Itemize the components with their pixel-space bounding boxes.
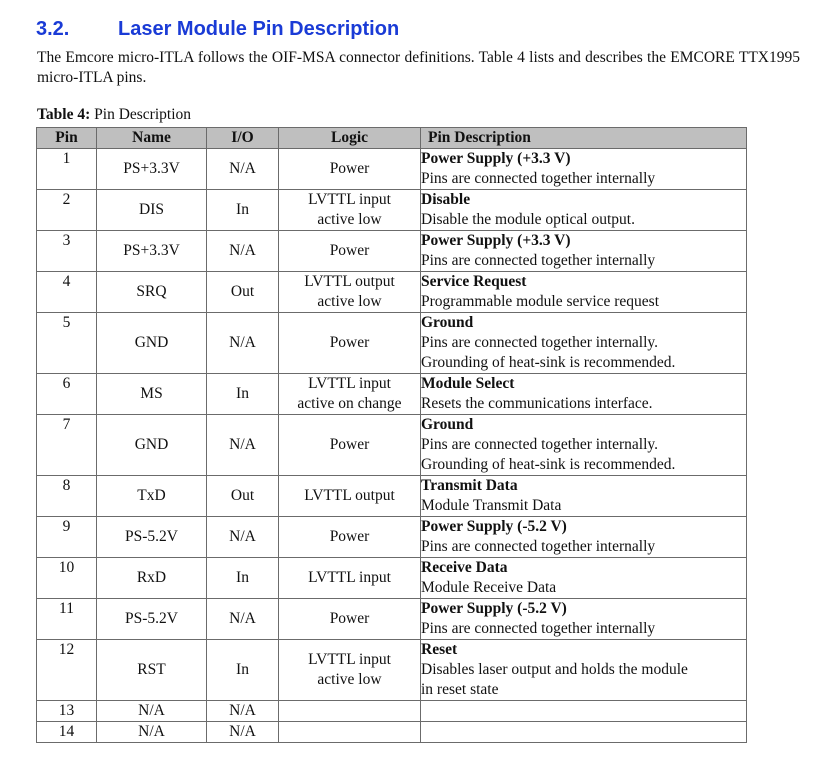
pin-name-cell: PS+3.3V bbox=[97, 231, 207, 272]
pin-description-cell bbox=[421, 374, 747, 415]
pin-description-cell bbox=[421, 190, 747, 231]
pin-description-cell bbox=[421, 701, 747, 722]
pin-logic-cell bbox=[279, 231, 421, 272]
pin-description-title: Module Select bbox=[421, 375, 515, 392]
pin-description-cell bbox=[421, 599, 747, 640]
logic-line: active low bbox=[317, 211, 382, 228]
table-caption-label: Table 4: bbox=[37, 106, 91, 123]
pin-description-line: Pins are connected together internally. bbox=[421, 436, 659, 453]
pin-logic-cell bbox=[279, 517, 421, 558]
pin-number-cell: 14 bbox=[37, 722, 97, 743]
pin-description-line: Programmable module service request bbox=[421, 293, 660, 310]
pin-name-cell: SRQ bbox=[97, 272, 207, 313]
pin-description-title: Reset bbox=[421, 641, 458, 658]
logic-line: LVTTL input bbox=[308, 191, 391, 208]
logic-line: active on change bbox=[297, 395, 402, 412]
pin-name-cell: MS bbox=[97, 374, 207, 415]
pin-name-cell: TxD bbox=[97, 476, 207, 517]
section-heading bbox=[36, 18, 399, 41]
pin-io-cell: Out bbox=[207, 476, 279, 517]
pin-description-line: Module Transmit Data bbox=[421, 497, 562, 514]
pin-name-cell: PS-5.2V bbox=[97, 517, 207, 558]
pin-io-cell: N/A bbox=[207, 722, 279, 743]
pin-description-line: in reset state bbox=[421, 681, 499, 698]
pin-name-cell: RST bbox=[97, 640, 207, 701]
logic-line: LVTTL input bbox=[308, 569, 391, 586]
table-caption bbox=[37, 106, 191, 124]
logic-line: LVTTL input bbox=[308, 375, 391, 392]
logic-line: LVTTL input bbox=[308, 651, 391, 668]
pin-io-cell: N/A bbox=[207, 599, 279, 640]
pin-description-cell bbox=[421, 272, 747, 313]
pin-description-line: Module Receive Data bbox=[421, 579, 557, 596]
pin-description-title: Ground bbox=[421, 416, 474, 433]
pin-description-line: Pins are connected together internally bbox=[421, 252, 656, 269]
header-logic: Logic bbox=[279, 128, 421, 149]
pin-description-title: Ground bbox=[421, 314, 474, 331]
logic-line: LVTTL output bbox=[304, 487, 395, 504]
pin-number-cell: 5 bbox=[37, 313, 97, 374]
pin-description-line: Grounding of heat-sink is recommended. bbox=[421, 456, 676, 473]
logic-line: Power bbox=[329, 242, 370, 259]
pin-description-title: Power Supply (+3.3 V) bbox=[421, 232, 571, 249]
pin-number-cell: 1 bbox=[37, 149, 97, 190]
pin-number-cell: 8 bbox=[37, 476, 97, 517]
table-row-pin-3 bbox=[37, 231, 747, 272]
pin-number-cell: 6 bbox=[37, 374, 97, 415]
header-pin-description: Pin Description bbox=[421, 128, 747, 149]
pin-io-cell: N/A bbox=[207, 517, 279, 558]
pin-description-cell bbox=[421, 558, 747, 599]
pin-logic-cell bbox=[279, 272, 421, 313]
logic-line: LVTTL output bbox=[304, 273, 395, 290]
table-header-row bbox=[37, 128, 747, 149]
pin-logic-cell bbox=[279, 415, 421, 476]
pin-number-cell: 9 bbox=[37, 517, 97, 558]
pin-io-cell: In bbox=[207, 190, 279, 231]
pin-description-line: Disable the module optical output. bbox=[421, 211, 635, 228]
pin-io-cell: In bbox=[207, 374, 279, 415]
pin-description-title: Service Request bbox=[421, 273, 527, 290]
table-row-pin-7 bbox=[37, 415, 747, 476]
pin-name-cell: N/A bbox=[97, 722, 207, 743]
pin-description-cell bbox=[421, 415, 747, 476]
pin-description-title: Transmit Data bbox=[421, 477, 518, 494]
pin-io-cell: In bbox=[207, 558, 279, 599]
pin-io-cell: N/A bbox=[207, 231, 279, 272]
pin-description-title: Disable bbox=[421, 191, 471, 208]
table-row-pin-2 bbox=[37, 190, 747, 231]
pin-description-cell bbox=[421, 722, 747, 743]
table-row-pin-9 bbox=[37, 517, 747, 558]
table-row-pin-12 bbox=[37, 640, 747, 701]
header-pin: Pin bbox=[37, 128, 97, 149]
pin-number-cell: 3 bbox=[37, 231, 97, 272]
table-body bbox=[37, 149, 747, 743]
table-row-pin-11 bbox=[37, 599, 747, 640]
pin-description-table bbox=[36, 127, 747, 743]
pin-io-cell: In bbox=[207, 640, 279, 701]
pin-description-cell bbox=[421, 149, 747, 190]
pin-description-line: Disables laser output and holds the module bbox=[421, 661, 688, 678]
logic-line: Power bbox=[329, 160, 370, 177]
table-row-pin-4 bbox=[37, 272, 747, 313]
pin-description-cell bbox=[421, 640, 747, 701]
header-io: I/O bbox=[207, 128, 279, 149]
pin-logic-cell bbox=[279, 558, 421, 599]
logic-line: active low bbox=[317, 293, 382, 310]
table-row-pin-5 bbox=[37, 313, 747, 374]
table-row-pin-1 bbox=[37, 149, 747, 190]
pin-number-cell: 4 bbox=[37, 272, 97, 313]
pin-logic-cell bbox=[279, 599, 421, 640]
pin-number-cell: 12 bbox=[37, 640, 97, 701]
logic-line: Power bbox=[329, 436, 370, 453]
logic-line: Power bbox=[329, 528, 370, 545]
header-name: Name bbox=[97, 128, 207, 149]
pin-logic-cell bbox=[279, 149, 421, 190]
pin-number-cell: 13 bbox=[37, 701, 97, 722]
pin-name-cell: RxD bbox=[97, 558, 207, 599]
pin-description-line: Pins are connected together internally bbox=[421, 620, 656, 637]
pin-description-title: Power Supply (-5.2 V) bbox=[421, 600, 567, 617]
pin-description-cell bbox=[421, 313, 747, 374]
table-row-pin-8 bbox=[37, 476, 747, 517]
pin-logic-cell bbox=[279, 374, 421, 415]
table-row-pin-14 bbox=[37, 722, 747, 743]
pin-description-title: Receive Data bbox=[421, 559, 508, 576]
logic-line: Power bbox=[329, 334, 370, 351]
pin-logic-cell bbox=[279, 190, 421, 231]
section-title: Laser Module Pin Description bbox=[118, 18, 400, 40]
pin-number-cell: 2 bbox=[37, 190, 97, 231]
table-row-pin-13 bbox=[37, 701, 747, 722]
pin-description-line: Pins are connected together internally bbox=[421, 538, 656, 555]
pin-description-cell bbox=[421, 476, 747, 517]
pin-io-cell: Out bbox=[207, 272, 279, 313]
table-row-pin-6 bbox=[37, 374, 747, 415]
pin-name-cell: GND bbox=[97, 415, 207, 476]
pin-description-cell bbox=[421, 231, 747, 272]
pin-name-cell: PS-5.2V bbox=[97, 599, 207, 640]
table-row-pin-10 bbox=[37, 558, 747, 599]
pin-name-cell: PS+3.3V bbox=[97, 149, 207, 190]
pin-description-line: Resets the communications interface. bbox=[421, 395, 653, 412]
pin-name-cell: GND bbox=[97, 313, 207, 374]
pin-io-cell: N/A bbox=[207, 313, 279, 374]
intro-paragraph: The Emcore micro-ITLA follows the OIF-MSA connector definitions. Table 4 lists and describes the EMCORE TTX1995 micro-ITLA pins. bbox=[37, 49, 800, 86]
logic-line: Power bbox=[329, 610, 370, 627]
pin-io-cell: N/A bbox=[207, 415, 279, 476]
pin-name-cell: N/A bbox=[97, 701, 207, 722]
table-caption-text: Pin Description bbox=[90, 106, 192, 123]
pin-logic-cell bbox=[279, 722, 421, 743]
logic-line: active low bbox=[317, 671, 382, 688]
pin-number-cell: 10 bbox=[37, 558, 97, 599]
pin-number-cell: 7 bbox=[37, 415, 97, 476]
pin-name-cell: DIS bbox=[97, 190, 207, 231]
pin-number-cell: 11 bbox=[37, 599, 97, 640]
pin-logic-cell bbox=[279, 640, 421, 701]
pin-description-cell bbox=[421, 517, 747, 558]
pin-io-cell: N/A bbox=[207, 149, 279, 190]
pin-description-line: Pins are connected together internally. bbox=[421, 334, 659, 351]
section-number: 3.2. bbox=[36, 18, 70, 40]
pin-description-line: Grounding of heat-sink is recommended. bbox=[421, 354, 676, 371]
pin-logic-cell bbox=[279, 476, 421, 517]
pin-description-title: Power Supply (-5.2 V) bbox=[421, 518, 567, 535]
pin-description-title: Power Supply (+3.3 V) bbox=[421, 150, 571, 167]
pin-io-cell: N/A bbox=[207, 701, 279, 722]
pin-logic-cell bbox=[279, 701, 421, 722]
pin-description-line: Pins are connected together internally bbox=[421, 170, 656, 187]
pin-logic-cell bbox=[279, 313, 421, 374]
